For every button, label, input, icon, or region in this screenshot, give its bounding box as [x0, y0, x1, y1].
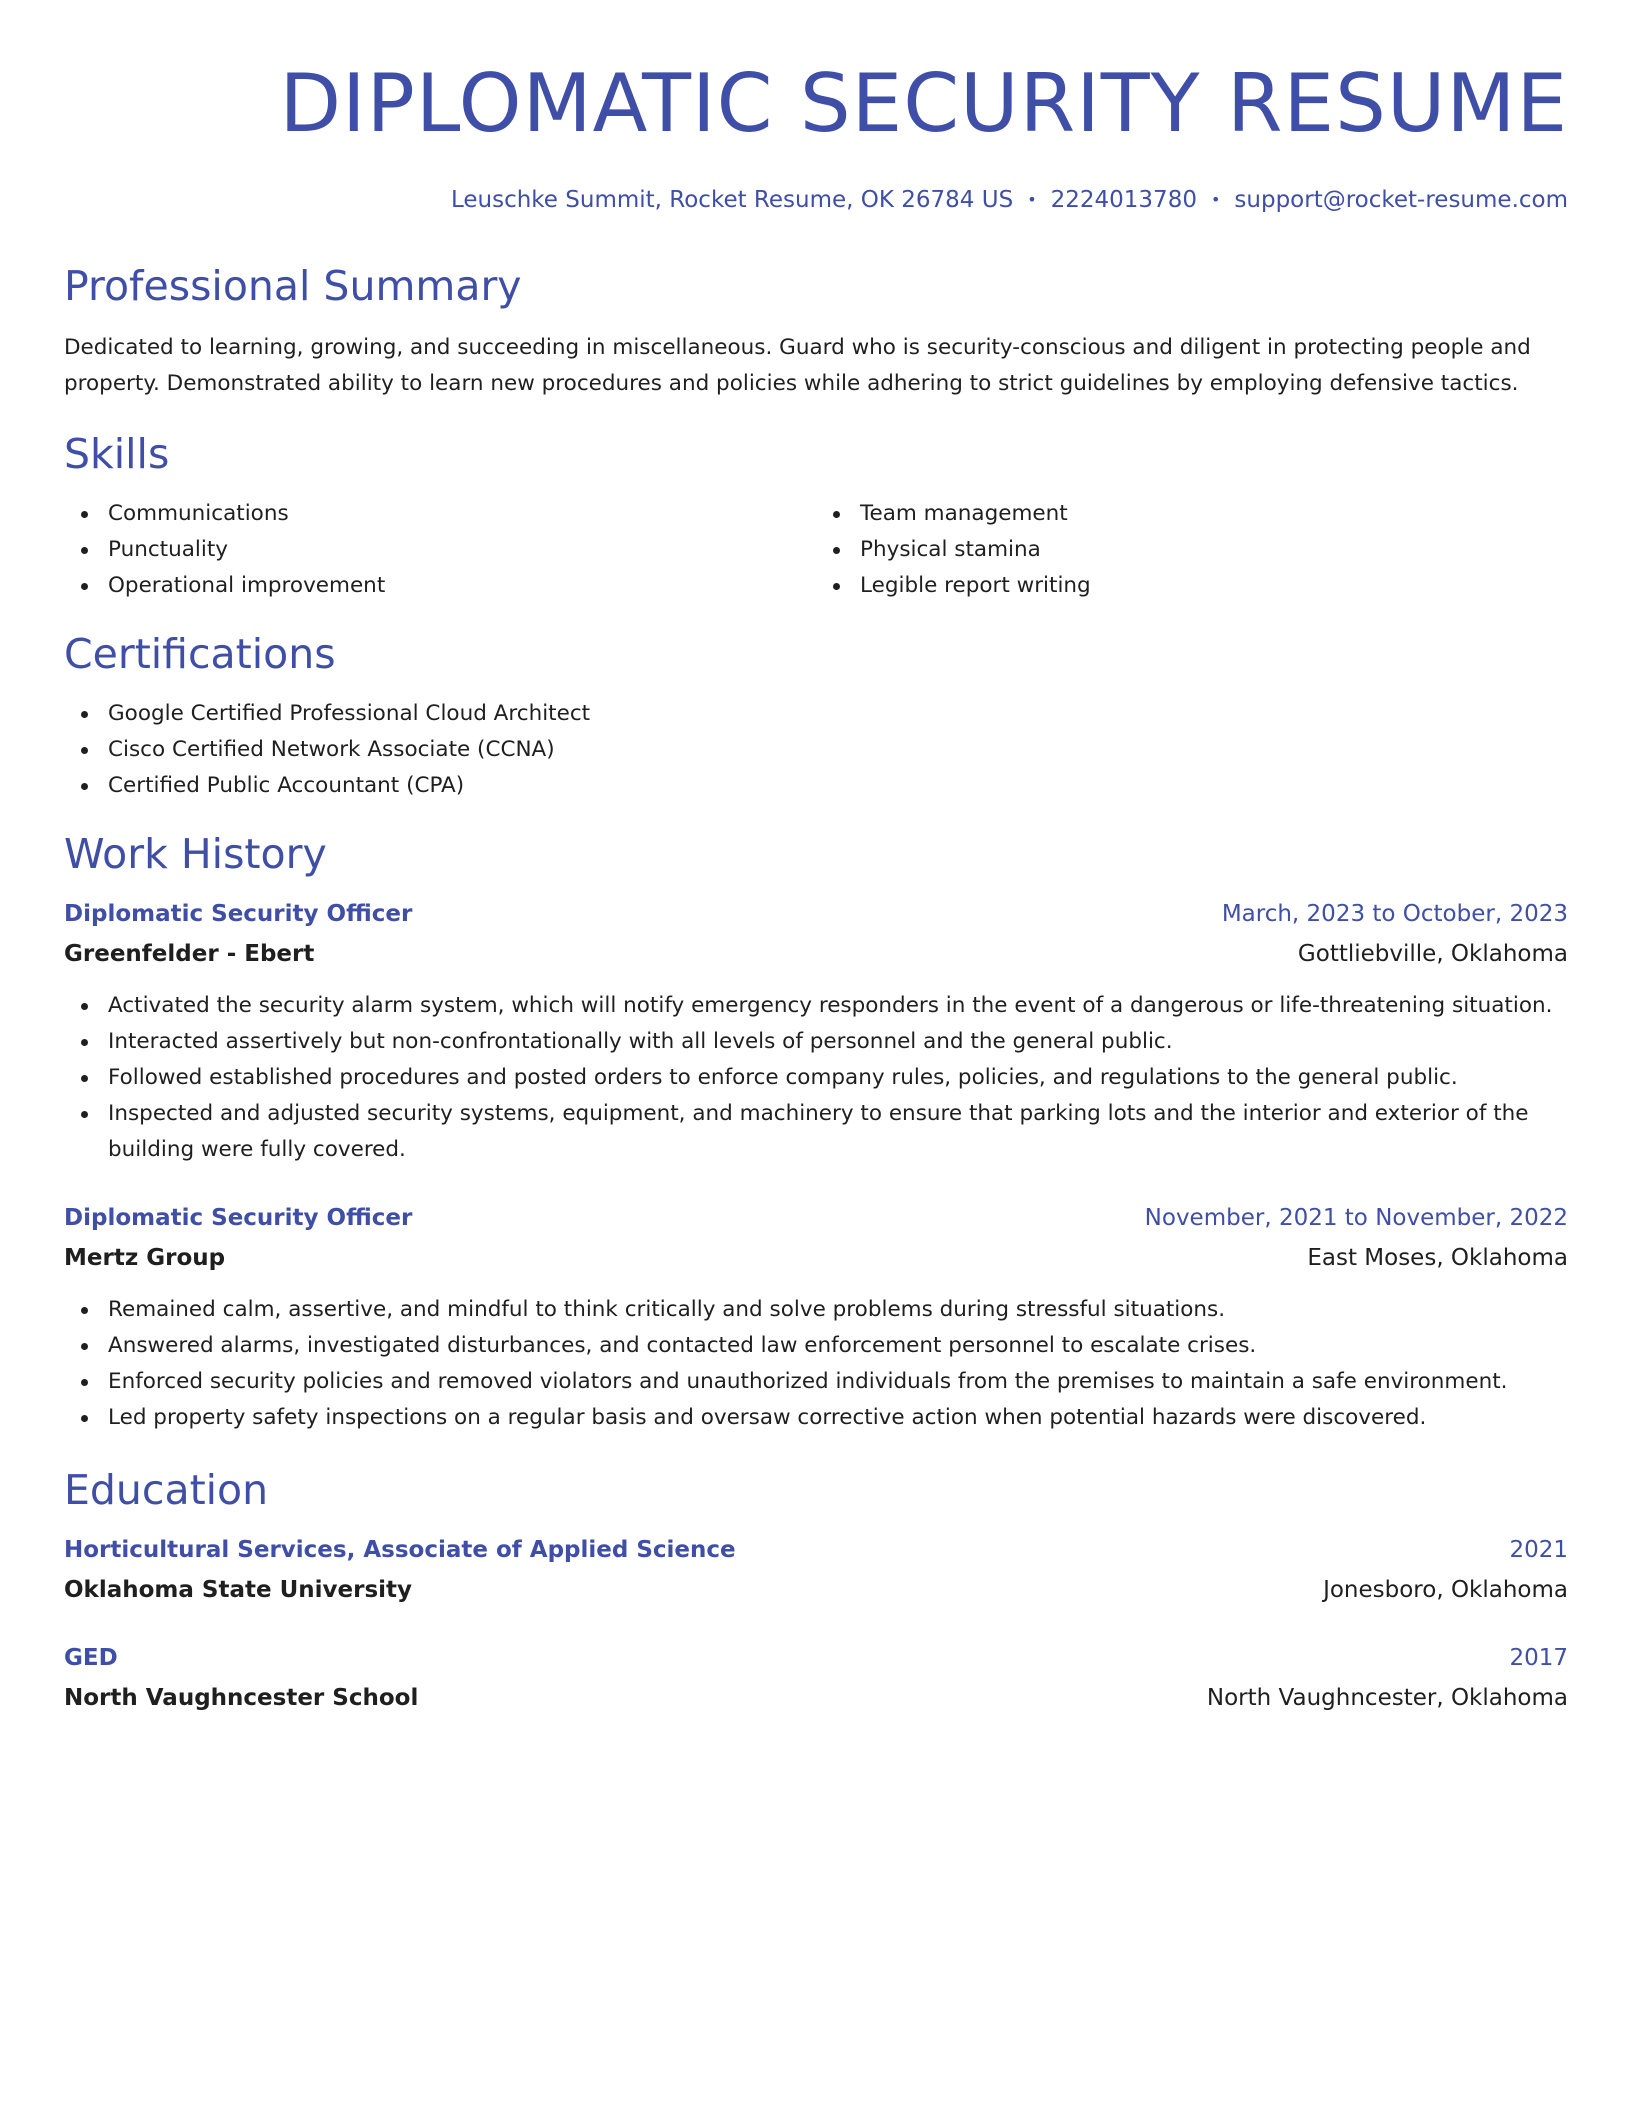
job-duty: Led property safety inspections on a regular basis and oversaw corrective action when potential hazards were discovered. [64, 1400, 1568, 1436]
certifications-list [64, 696, 1568, 804]
education-school-row [64, 1678, 1568, 1718]
page-title: DIPLOMATIC SECURITY RESUME [279, 57, 1568, 150]
education-degree: GED [64, 1645, 118, 1671]
contact-line [64, 184, 1568, 216]
education-entry [64, 1530, 1568, 1610]
work-history-heading: Work History [64, 830, 327, 878]
job-title: Diplomatic Security Officer [64, 1205, 413, 1231]
education-location: Jonesboro, Oklahoma [1323, 1577, 1568, 1603]
resume-header [64, 0, 1568, 216]
education-school: Oklahoma State University [64, 1577, 413, 1603]
education-school: North Vaughncester School [64, 1685, 419, 1711]
job-duty: Remained calm, assertive, and mindful to think critically and solve problems during stressful situations. [64, 1292, 1568, 1328]
job-duties-list [64, 988, 1568, 1168]
job-company: Mertz Group [64, 1245, 226, 1271]
skill-item: Legible report writing [816, 568, 1568, 604]
job-duty: Interacted assertively but non-confrontationally with all levels of personnel and the general public. [64, 1024, 1568, 1060]
contact-email[interactable]: support@rocket-resume.com [1234, 187, 1568, 213]
job-duty: Enforced security policies and removed violators and unauthorized individuals from the premises to maintain a safe environment. [64, 1364, 1568, 1400]
job-company-row [64, 934, 1568, 974]
contact-phone: 2224013780 [1050, 187, 1197, 213]
education-year: 2017 [1509, 1645, 1568, 1671]
skills-grid [64, 496, 1568, 604]
certifications-section [64, 628, 1568, 804]
certifications-heading: Certifications [64, 630, 336, 678]
job-entry [64, 1198, 1568, 1436]
contact-address: Leuschke Summit, Rocket Resume, OK 26784 US [450, 187, 1014, 213]
education-year: 2021 [1509, 1537, 1568, 1563]
job-duty: Answered alarms, investigated disturbances, and contacted law enforcement personnel to escalate crises. [64, 1328, 1568, 1364]
job-dates: March, 2023 to October, 2023 [1221, 901, 1568, 927]
education-location: North Vaughncester, Oklahoma [1206, 1685, 1568, 1711]
job-entry [64, 894, 1568, 1168]
skill-item: Communications [64, 496, 816, 532]
summary-heading: Professional Summary [64, 262, 522, 310]
job-title-row [64, 894, 1568, 934]
certification-item: Certified Public Accountant (CPA) [64, 768, 1568, 804]
job-title-row [64, 1198, 1568, 1238]
skill-item: Physical stamina [816, 532, 1568, 568]
skill-item: Team management [816, 496, 1568, 532]
job-location: Gottliebville, Oklahoma [1297, 941, 1568, 967]
job-duty: Inspected and adjusted security systems, equipment, and machinery to ensure that parking lots and the interior and exterior of the building were fully covered. [64, 1096, 1568, 1168]
skills-heading: Skills [64, 430, 170, 478]
skill-item: Punctuality [64, 532, 816, 568]
education-degree-row [64, 1530, 1568, 1570]
job-title: Diplomatic Security Officer [64, 901, 413, 927]
skills-right-list [816, 496, 1568, 604]
work-history-section [64, 828, 1568, 1436]
education-entry [64, 1638, 1568, 1718]
certification-item: Cisco Certified Network Associate (CCNA) [64, 732, 1568, 768]
education-heading: Education [64, 1466, 269, 1514]
skills-section [64, 428, 1568, 604]
job-duty: Followed established procedures and posted orders to enforce company rules, policies, and regulations to the general public. [64, 1060, 1568, 1096]
job-duty: Activated the security alarm system, which will notify emergency responders in the event of a dangerous or life-threatening situation. [64, 988, 1568, 1024]
summary-section [64, 260, 1568, 402]
skills-left-list [64, 496, 816, 604]
education-school-row [64, 1570, 1568, 1610]
job-duties-list [64, 1292, 1568, 1436]
job-company: Greenfelder - Ebert [64, 941, 315, 967]
contact-separator: • [1210, 190, 1221, 209]
education-degree: Horticultural Services, Associate of Applied Science [64, 1537, 736, 1563]
certification-item: Google Certified Professional Cloud Architect [64, 696, 1568, 732]
summary-text: Dedicated to learning, growing, and succeeding in miscellaneous. Guard who is security-conscious and diligent in protecting people and property. Demonstrated ability to learn new procedures and policies while adhering to strict guidelines by employing defensive tactics. [64, 335, 1531, 396]
job-company-row [64, 1238, 1568, 1278]
contact-separator: • [1027, 190, 1037, 209]
education-degree-row [64, 1638, 1568, 1678]
job-location: East Moses, Oklahoma [1307, 1245, 1568, 1271]
skill-item: Operational improvement [64, 568, 816, 604]
job-dates: November, 2021 to November, 2022 [1144, 1205, 1568, 1231]
education-section [64, 1464, 1568, 1718]
